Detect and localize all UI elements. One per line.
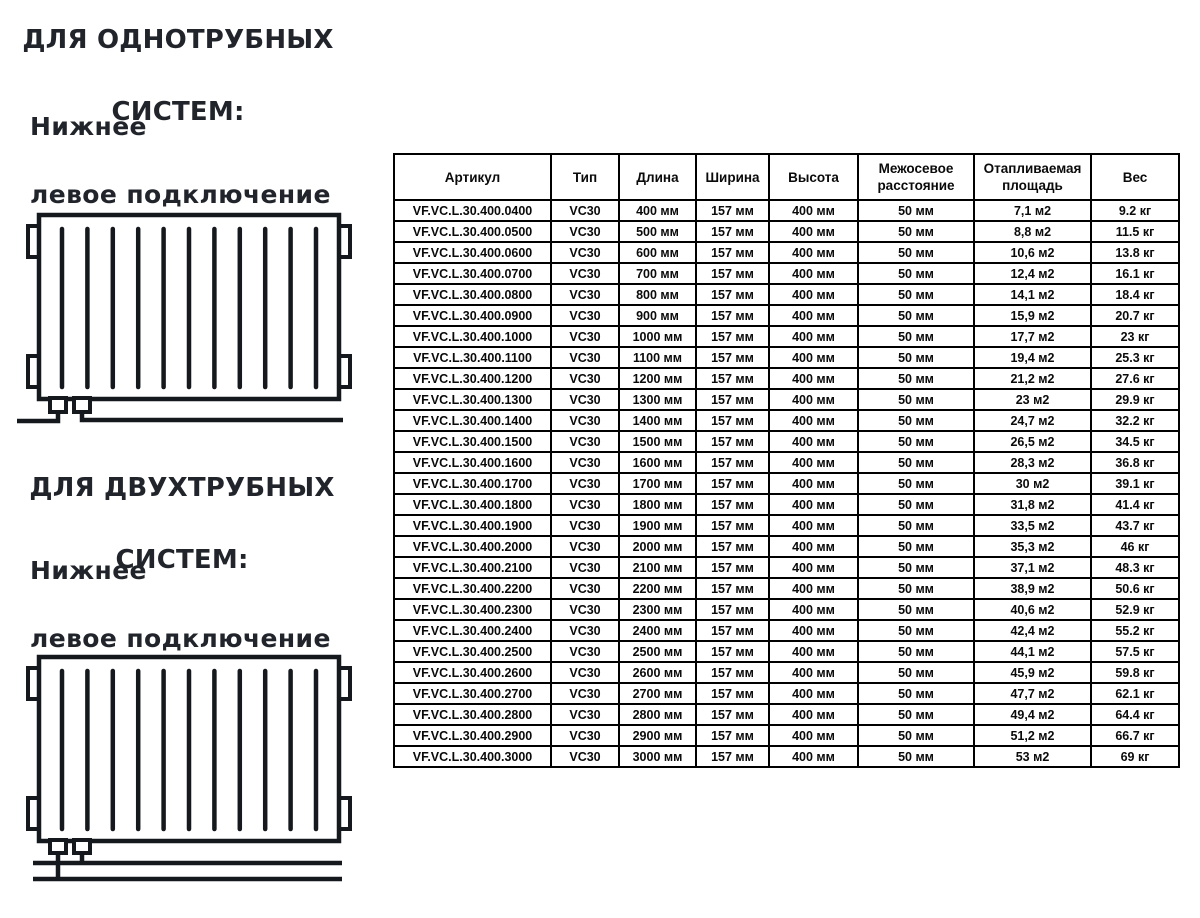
table-row (394, 599, 1179, 620)
table-cell: 33,5 м2 (974, 515, 1091, 536)
table-cell: 1600 мм (619, 452, 696, 473)
table-cell: 50 мм (858, 431, 974, 452)
table-cell: 157 мм (696, 515, 769, 536)
table-cell: VC30 (551, 662, 619, 683)
table-cell: VC30 (551, 599, 619, 620)
table-cell: 400 мм (769, 641, 858, 662)
table-cell: 10,6 м2 (974, 242, 1091, 263)
table-cell: 157 мм (696, 704, 769, 725)
table-cell: 66.7 кг (1091, 725, 1179, 746)
table-row (394, 641, 1179, 662)
table-cell: 157 мм (696, 368, 769, 389)
table-row (394, 242, 1179, 263)
table-cell: 50 мм (858, 599, 974, 620)
table-cell: 39.1 кг (1091, 473, 1179, 494)
table-cell: 2700 мм (619, 683, 696, 704)
table-cell: 50 мм (858, 284, 974, 305)
table-cell: 500 мм (619, 221, 696, 242)
table-cell: VF.VC.L.30.400.1100 (394, 347, 551, 368)
table-row (394, 221, 1179, 242)
table-cell: 2600 мм (619, 662, 696, 683)
table-cell: 157 мм (696, 410, 769, 431)
table-row (394, 284, 1179, 305)
table-cell: 50 мм (858, 746, 974, 767)
table-cell: 26,5 м2 (974, 431, 1091, 452)
table-cell: 400 мм (769, 200, 858, 221)
table-cell: 400 мм (769, 263, 858, 284)
table-cell: 157 мм (696, 725, 769, 746)
table-cell: 400 мм (769, 473, 858, 494)
table-cell: VF.VC.L.30.400.2500 (394, 641, 551, 662)
table-cell: 13.8 кг (1091, 242, 1179, 263)
table-cell: 400 мм (769, 431, 858, 452)
table-cell: 400 мм (769, 662, 858, 683)
table-cell: 50 мм (858, 641, 974, 662)
table-cell: 50 мм (858, 473, 974, 494)
table-cell: 43.7 кг (1091, 515, 1179, 536)
table-cell: 50.6 кг (1091, 578, 1179, 599)
table-cell: 400 мм (769, 599, 858, 620)
table-cell: VF.VC.L.30.400.1900 (394, 515, 551, 536)
table-cell: 700 мм (619, 263, 696, 284)
table-cell: VF.VC.L.30.400.0400 (394, 200, 551, 221)
table-cell: VF.VC.L.30.400.2700 (394, 683, 551, 704)
table-cell: VC30 (551, 704, 619, 725)
table-cell: 59.8 кг (1091, 662, 1179, 683)
table-cell: 24,7 м2 (974, 410, 1091, 431)
table-cell: VF.VC.L.30.400.1700 (394, 473, 551, 494)
table-cell: VC30 (551, 242, 619, 263)
table-cell: 2800 мм (619, 704, 696, 725)
table-cell: 50 мм (858, 221, 974, 242)
table-cell: 400 мм (769, 557, 858, 578)
table-cell: 157 мм (696, 620, 769, 641)
table-cell: 157 мм (696, 473, 769, 494)
table-cell: 31,8 м2 (974, 494, 1091, 515)
table-row (394, 662, 1179, 683)
table-cell: 400 мм (769, 326, 858, 347)
table-cell: 21,2 м2 (974, 368, 1091, 389)
table-cell: 64.4 кг (1091, 704, 1179, 725)
table-row (394, 431, 1179, 452)
table-cell: 29.9 кг (1091, 389, 1179, 410)
table-cell: VF.VC.L.30.400.2800 (394, 704, 551, 725)
table-cell: 157 мм (696, 263, 769, 284)
table-cell: 38,9 м2 (974, 578, 1091, 599)
table-cell: VC30 (551, 515, 619, 536)
table-cell: VF.VC.L.30.400.2200 (394, 578, 551, 599)
table-cell: 17,7 м2 (974, 326, 1091, 347)
table-cell: 50 мм (858, 242, 974, 263)
table-cell: 50 мм (858, 347, 974, 368)
table-cell: 50 мм (858, 263, 974, 284)
table-cell: 400 мм (769, 578, 858, 599)
table-cell: VF.VC.L.30.400.0600 (394, 242, 551, 263)
table-cell: 157 мм (696, 746, 769, 767)
table-cell: 157 мм (696, 683, 769, 704)
table-cell: 50 мм (858, 662, 974, 683)
table-cell: VC30 (551, 410, 619, 431)
table-cell: 600 мм (619, 242, 696, 263)
table-row (394, 410, 1179, 431)
table-cell: 157 мм (696, 578, 769, 599)
table-cell: VC30 (551, 620, 619, 641)
table-cell: 57.5 кг (1091, 641, 1179, 662)
table-cell: 400 мм (769, 494, 858, 515)
table-row (394, 704, 1179, 725)
table-cell: 41.4 кг (1091, 494, 1179, 515)
table-cell: 50 мм (858, 620, 974, 641)
table-cell: 50 мм (858, 410, 974, 431)
section-title-line2: СИСТЕМ: (111, 97, 245, 127)
table-cell: VC30 (551, 494, 619, 515)
table-row (394, 473, 1179, 494)
table-cell: 50 мм (858, 704, 974, 725)
section-subtitle-two-pipe (30, 554, 331, 656)
table-row (394, 305, 1179, 326)
table-cell: 23 м2 (974, 389, 1091, 410)
table-cell: 157 мм (696, 242, 769, 263)
table-cell: 157 мм (696, 221, 769, 242)
table-cell: 50 мм (858, 452, 974, 473)
radiator-spec-table (393, 153, 1180, 768)
table-cell: 44,1 м2 (974, 641, 1091, 662)
table-cell: 400 мм (769, 221, 858, 242)
table-cell: 1700 мм (619, 473, 696, 494)
table-cell: 20.7 кг (1091, 305, 1179, 326)
table-cell: 32.2 кг (1091, 410, 1179, 431)
table-cell: VF.VC.L.30.400.1400 (394, 410, 551, 431)
table-cell: 157 мм (696, 452, 769, 473)
table-cell: VF.VC.L.30.400.1500 (394, 431, 551, 452)
table-cell: 28,3 м2 (974, 452, 1091, 473)
table-cell: 16.1 кг (1091, 263, 1179, 284)
column-header: Высота (769, 154, 858, 200)
table-cell: 12,4 м2 (974, 263, 1091, 284)
subtitle-line1: Нижнее (30, 112, 147, 141)
column-header: Вес (1091, 154, 1179, 200)
table-cell: 157 мм (696, 200, 769, 221)
table-cell: 8,8 м2 (974, 221, 1091, 242)
table-cell: 1800 мм (619, 494, 696, 515)
table-cell: VF.VC.L.30.400.3000 (394, 746, 551, 767)
table-cell: 34.5 кг (1091, 431, 1179, 452)
table-cell: 400 мм (769, 410, 858, 431)
table-cell: 7,1 м2 (974, 200, 1091, 221)
table-cell: VF.VC.L.30.400.2000 (394, 536, 551, 557)
table-cell: VC30 (551, 683, 619, 704)
table-cell: 157 мм (696, 494, 769, 515)
table-cell: VF.VC.L.30.400.0700 (394, 263, 551, 284)
table-cell: 37,1 м2 (974, 557, 1091, 578)
table-cell: 157 мм (696, 347, 769, 368)
table-cell: 2500 мм (619, 641, 696, 662)
table-cell: VC30 (551, 347, 619, 368)
table-header-row (394, 154, 1179, 200)
table-cell: 400 мм (769, 242, 858, 263)
table-cell: 157 мм (696, 662, 769, 683)
table-row (394, 452, 1179, 473)
column-header: Тип (551, 154, 619, 200)
table-row (394, 578, 1179, 599)
section-title-line2: СИСТЕМ: (115, 545, 249, 575)
table-cell: VF.VC.L.30.400.2100 (394, 557, 551, 578)
table-cell: 50 мм (858, 494, 974, 515)
table-row (394, 494, 1179, 515)
table-cell: VC30 (551, 221, 619, 242)
column-header: Ширина (696, 154, 769, 200)
table-cell: 400 мм (769, 620, 858, 641)
table-cell: 18.4 кг (1091, 284, 1179, 305)
table-cell: 50 мм (858, 683, 974, 704)
table-row (394, 683, 1179, 704)
table-cell: 157 мм (696, 557, 769, 578)
table-cell: VF.VC.L.30.400.0900 (394, 305, 551, 326)
table-row (394, 347, 1179, 368)
table-cell: 3000 мм (619, 746, 696, 767)
table-cell: VC30 (551, 284, 619, 305)
table-cell: 52.9 кг (1091, 599, 1179, 620)
radiator-single-pipe-diagram (0, 200, 360, 435)
section-title-line1: ДЛЯ ДВУХТРУБНЫХ (29, 473, 335, 503)
table-cell: 400 мм (769, 368, 858, 389)
table-cell: 400 мм (769, 704, 858, 725)
table-cell: VF.VC.L.30.400.1300 (394, 389, 551, 410)
table-cell: 42,4 м2 (974, 620, 1091, 641)
subtitle-line2: левое подключение (30, 624, 331, 653)
two-pipe-connection-pipes (33, 851, 342, 879)
table-cell: VC30 (551, 305, 619, 326)
table-cell: VF.VC.L.30.400.1600 (394, 452, 551, 473)
table-cell: 50 мм (858, 725, 974, 746)
table-cell: VF.VC.L.30.400.1800 (394, 494, 551, 515)
table-cell: VC30 (551, 389, 619, 410)
table-cell: 62.1 кг (1091, 683, 1179, 704)
table-cell: 400 мм (769, 515, 858, 536)
table-cell: VC30 (551, 263, 619, 284)
table-cell: 157 мм (696, 641, 769, 662)
table-row (394, 557, 1179, 578)
table-cell: 9.2 кг (1091, 200, 1179, 221)
column-header: Межосевое расстояние (858, 154, 974, 200)
table-cell: 27.6 кг (1091, 368, 1179, 389)
table-cell: VC30 (551, 536, 619, 557)
table-row (394, 368, 1179, 389)
table-cell: 50 мм (858, 389, 974, 410)
section-subtitle-single-pipe (30, 110, 331, 212)
table-cell: 19,4 м2 (974, 347, 1091, 368)
table-cell: VC30 (551, 725, 619, 746)
table-cell: 157 мм (696, 599, 769, 620)
table-cell: 2900 мм (619, 725, 696, 746)
table-cell: 50 мм (858, 578, 974, 599)
table-cell: 2300 мм (619, 599, 696, 620)
table-cell: VF.VC.L.30.400.0800 (394, 284, 551, 305)
table-cell: 157 мм (696, 536, 769, 557)
table-row (394, 725, 1179, 746)
table-cell: 400 мм (769, 725, 858, 746)
table-cell: VC30 (551, 431, 619, 452)
table-cell: 400 мм (769, 536, 858, 557)
table-cell: 23 кг (1091, 326, 1179, 347)
table-cell: 900 мм (619, 305, 696, 326)
table-cell: 1400 мм (619, 410, 696, 431)
table-cell: 50 мм (858, 368, 974, 389)
table-cell: 30 м2 (974, 473, 1091, 494)
table-cell: 40,6 м2 (974, 599, 1091, 620)
table-cell: VF.VC.L.30.400.2600 (394, 662, 551, 683)
table-cell: 400 мм (769, 683, 858, 704)
table-cell: 49,4 м2 (974, 704, 1091, 725)
table-cell: 50 мм (858, 305, 974, 326)
table-cell: 11.5 кг (1091, 221, 1179, 242)
table-cell: 800 мм (619, 284, 696, 305)
table-cell: 400 мм (769, 347, 858, 368)
table-cell: 1100 мм (619, 347, 696, 368)
table-cell: VC30 (551, 368, 619, 389)
table-row (394, 326, 1179, 347)
table-cell: VC30 (551, 200, 619, 221)
table-cell: VC30 (551, 746, 619, 767)
table-cell: VF.VC.L.30.400.2900 (394, 725, 551, 746)
table-cell: 25.3 кг (1091, 347, 1179, 368)
table-row (394, 515, 1179, 536)
table-cell: 1900 мм (619, 515, 696, 536)
table-cell: VC30 (551, 326, 619, 347)
table-row (394, 536, 1179, 557)
table-cell: 50 мм (858, 536, 974, 557)
table-cell: 50 мм (858, 515, 974, 536)
table-cell: 400 мм (769, 284, 858, 305)
table-row (394, 746, 1179, 767)
subtitle-line2: левое подключение (30, 180, 331, 209)
table-cell: 47,7 м2 (974, 683, 1091, 704)
subtitle-line1: Нижнее (30, 556, 147, 585)
column-header: Длина (619, 154, 696, 200)
table-cell: 35,3 м2 (974, 536, 1091, 557)
table-cell: 2200 мм (619, 578, 696, 599)
table-cell: 400 мм (769, 746, 858, 767)
table-cell: 14,1 м2 (974, 284, 1091, 305)
table-cell: VF.VC.L.30.400.2400 (394, 620, 551, 641)
table-cell: VF.VC.L.30.400.2300 (394, 599, 551, 620)
table-cell: 50 мм (858, 326, 974, 347)
table-cell: 36.8 кг (1091, 452, 1179, 473)
table-cell: 50 мм (858, 200, 974, 221)
table-cell: 2100 мм (619, 557, 696, 578)
column-header: Отапливаемая площадь (974, 154, 1091, 200)
table-cell: VC30 (551, 557, 619, 578)
table-cell: VF.VC.L.30.400.1200 (394, 368, 551, 389)
table-cell: VC30 (551, 578, 619, 599)
table-body (394, 200, 1179, 767)
table-cell: 157 мм (696, 284, 769, 305)
table-cell: 1200 мм (619, 368, 696, 389)
table-cell: 48.3 кг (1091, 557, 1179, 578)
table-cell: 45,9 м2 (974, 662, 1091, 683)
table-cell: 157 мм (696, 431, 769, 452)
table-cell: VC30 (551, 473, 619, 494)
table-cell: 400 мм (769, 452, 858, 473)
table-cell: VC30 (551, 452, 619, 473)
table-cell: 50 мм (858, 557, 974, 578)
table-cell: 69 кг (1091, 746, 1179, 767)
table-cell: 1300 мм (619, 389, 696, 410)
table-row (394, 389, 1179, 410)
table-cell: VC30 (551, 641, 619, 662)
table-cell: 53 м2 (974, 746, 1091, 767)
table-cell: 46 кг (1091, 536, 1179, 557)
table-row (394, 200, 1179, 221)
table-cell: 55.2 кг (1091, 620, 1179, 641)
table-row (394, 620, 1179, 641)
table-cell: 15,9 м2 (974, 305, 1091, 326)
section-title-line1: ДЛЯ ОДНОТРУБНЫХ (22, 25, 334, 55)
table-cell: 400 мм (769, 389, 858, 410)
table-cell: 157 мм (696, 305, 769, 326)
table-cell: VF.VC.L.30.400.0500 (394, 221, 551, 242)
table-cell: 1000 мм (619, 326, 696, 347)
table-row (394, 263, 1179, 284)
table-cell: 2400 мм (619, 620, 696, 641)
table-cell: 1500 мм (619, 431, 696, 452)
table-cell: 400 мм (769, 305, 858, 326)
column-header: Артикул (394, 154, 551, 200)
table-cell: 157 мм (696, 389, 769, 410)
table-cell: 400 мм (619, 200, 696, 221)
radiator-two-pipe-diagram (0, 645, 360, 895)
table-cell: VF.VC.L.30.400.1000 (394, 326, 551, 347)
table-cell: 2000 мм (619, 536, 696, 557)
table-cell: 51,2 м2 (974, 725, 1091, 746)
table-cell: 157 мм (696, 326, 769, 347)
